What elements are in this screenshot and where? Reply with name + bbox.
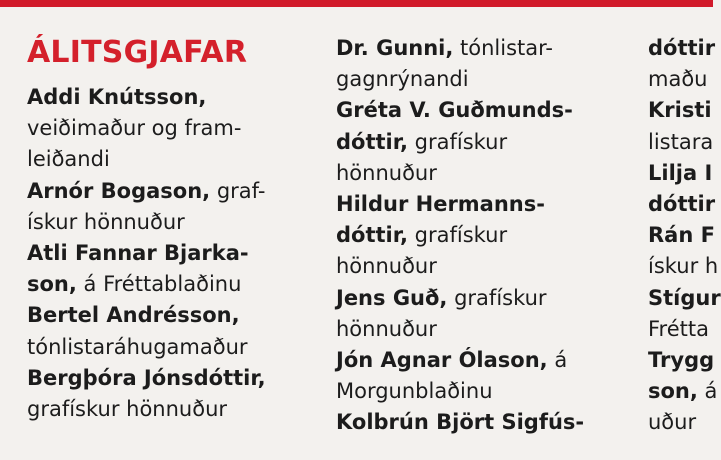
entry-role: á: [547, 347, 568, 372]
entry-name: Jens Guð,: [336, 285, 448, 310]
column-3: [648, 33, 721, 438]
entry-role: á Fréttablaðinu: [76, 272, 242, 297]
entry-line: [648, 95, 721, 126]
entry-line: [648, 158, 721, 189]
entry-line: [336, 189, 584, 220]
entry-line: [336, 95, 584, 126]
entry-line: [27, 394, 266, 425]
entry-role: hönnuður: [336, 254, 437, 279]
section-heading: ÁLITSGJAFAR: [27, 35, 248, 70]
top-red-rule: [0, 0, 713, 7]
entry-name: son,: [27, 272, 77, 297]
entry-name: Addi Knútsson,: [27, 85, 207, 109]
entry-line: [336, 251, 584, 282]
entry-name: Atli Fannar Bjarka-: [27, 240, 249, 265]
entry-line: [336, 64, 584, 95]
entry-line: [648, 127, 721, 158]
entry-line: [27, 144, 266, 175]
entry-line: [27, 332, 266, 363]
entry-role: uður: [648, 410, 697, 435]
entry-line: [336, 220, 584, 251]
entry-line: [27, 207, 266, 238]
entry-line: [648, 283, 721, 314]
entry-name: dóttir: [648, 36, 716, 60]
entry-role: tónlistar-: [453, 36, 554, 60]
entry-line: [648, 33, 721, 64]
entry-line: [336, 407, 584, 438]
entry-line: [336, 345, 584, 376]
column-2-lines: [336, 33, 584, 438]
entry-name: Kristi: [648, 98, 712, 123]
column-2: [336, 33, 584, 438]
entry-line: [336, 283, 584, 314]
entry-name: dóttir,: [336, 223, 408, 248]
entry-role: grafískur: [447, 285, 547, 310]
column-1: [27, 33, 266, 425]
entry-line: [648, 314, 721, 345]
entry-line: [27, 300, 266, 331]
entry-line: [648, 407, 721, 438]
entry-role: hönnuður: [336, 316, 437, 341]
entry-role: ískur h: [648, 254, 719, 279]
entry-line: [27, 269, 266, 300]
entry-role: hönnuður: [336, 160, 437, 185]
entry-line: [27, 363, 266, 394]
entry-name: Lilja I: [648, 160, 713, 185]
entry-name: Rán F: [648, 223, 715, 248]
entry-role: gagnrýnandi: [336, 67, 469, 92]
entry-role: graf-: [210, 178, 266, 203]
entry-name: Dr. Gunni,: [336, 36, 454, 60]
entry-role: maðu: [648, 67, 708, 92]
entry-role: grafískur: [407, 223, 508, 248]
entry-role: veiðimaður og fram-: [27, 116, 242, 141]
entry-line: [648, 220, 721, 251]
entry-role: listarа: [648, 129, 714, 154]
entry-line: [336, 376, 584, 407]
column-1-lines: [27, 82, 266, 425]
entry-name: Bergþóra Jónsdóttir,: [27, 365, 266, 390]
entry-line: [648, 189, 721, 220]
column-3-lines: [648, 33, 721, 438]
entry-name: Trygg: [648, 347, 715, 372]
entry-line: [336, 127, 584, 158]
entry-role: leiðandi: [27, 147, 110, 172]
entry-name: Hildur Hermanns-: [336, 191, 545, 216]
entry-role: Morgunblaðinu: [336, 379, 493, 404]
entry-name: Arnór Bogason,: [27, 178, 211, 203]
entry-line: [648, 251, 721, 282]
entry-line: [648, 345, 721, 376]
entry-line: [27, 176, 266, 207]
entry-line: [336, 33, 584, 64]
entry-role: grafískur: [407, 129, 508, 154]
entry-line: [27, 113, 266, 144]
entry-line: [336, 314, 584, 345]
entry-role: tónlistaráhugamaður: [27, 334, 248, 359]
entry-name: Jón Agnar Ólason,: [336, 347, 548, 372]
entry-line: [27, 238, 266, 269]
entry-name: dóttir,: [336, 129, 408, 154]
entry-name: dóttir: [648, 191, 716, 216]
entry-line: [648, 64, 721, 95]
entry-line: [336, 158, 584, 189]
entry-name: Stígur: [648, 285, 721, 310]
entry-role: grafískur hönnuður: [27, 396, 228, 421]
entry-name: Kolbrún Björt Sigfús-: [336, 410, 585, 435]
entry-line: [648, 376, 721, 407]
entry-role: Frétta: [648, 316, 709, 341]
entry-role: á: [697, 379, 718, 404]
entry-name: Bertel Andrésson,: [27, 303, 240, 328]
entry-role: ískur hönnuður: [27, 209, 185, 234]
entry-name: Gréta V. Guðmunds-: [336, 98, 573, 123]
entry-line: [27, 82, 266, 113]
entry-name: son,: [648, 379, 698, 404]
